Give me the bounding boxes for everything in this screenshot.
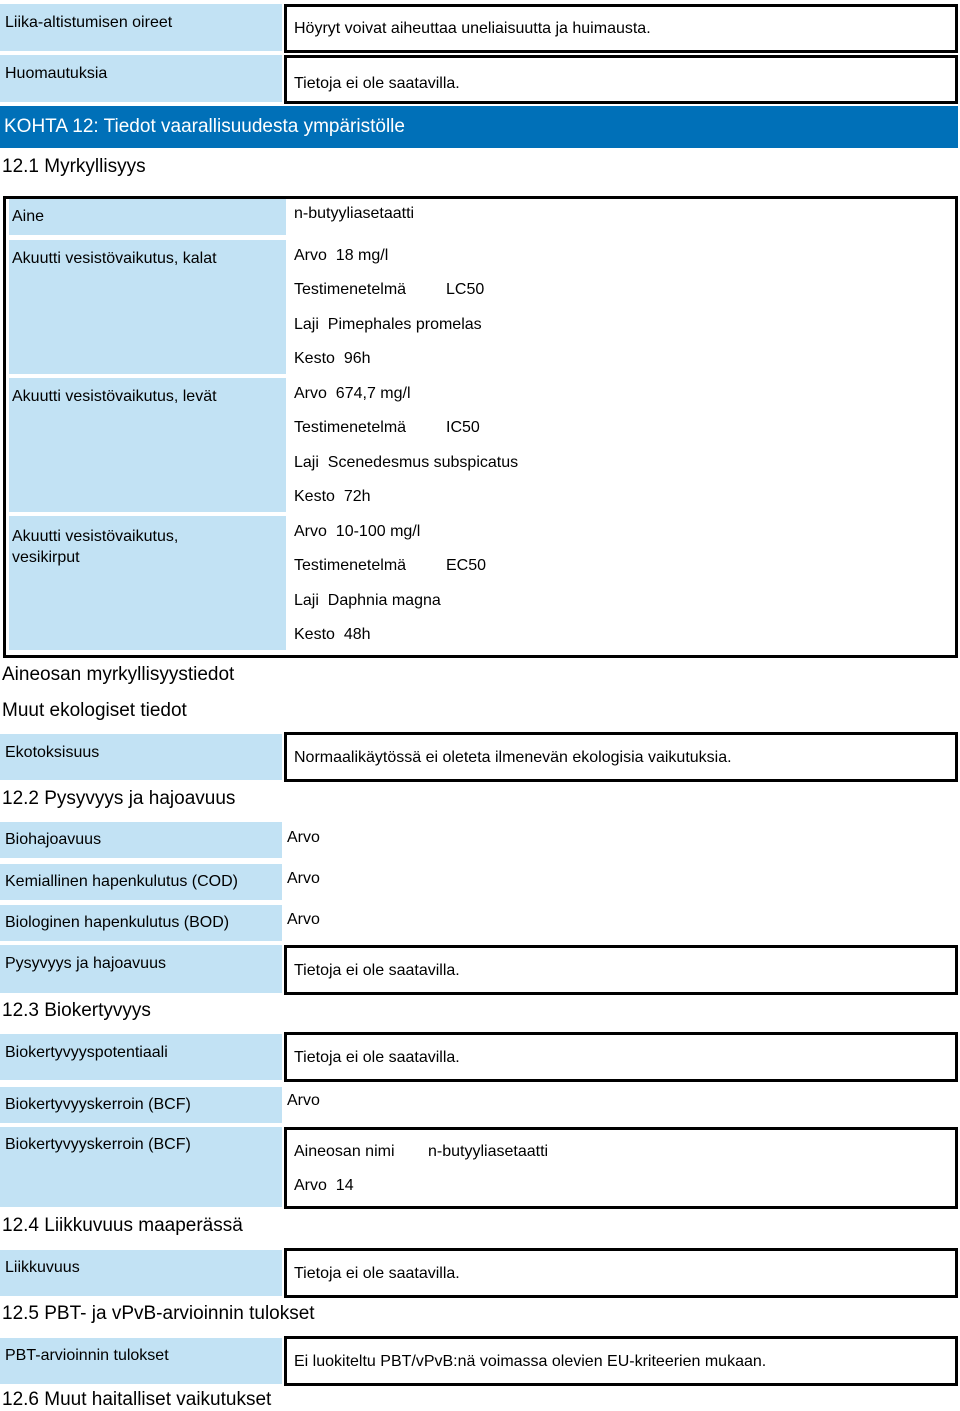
daphnia-species: Laji Daphnia magna <box>294 592 441 609</box>
other-eco-heading: Muut ekologiset tiedot <box>2 700 187 721</box>
algae-method-value: IC50 <box>446 419 480 436</box>
remarks-label-cell <box>0 55 282 102</box>
bcf2-value: Arvo 14 <box>294 1177 354 1194</box>
mobility-value: Tietoja ei ole saatavilla. <box>294 1265 460 1282</box>
substance-label-cell <box>9 199 286 235</box>
bod-label: Biologinen hapenkulutus (BOD) <box>5 914 230 931</box>
ecotox-label: Ekotoksisuus <box>5 744 100 761</box>
remarks-label: Huomautuksia <box>5 65 108 82</box>
fish-label: Akuutti vesistövaikutus, kalat <box>12 250 217 267</box>
exposure-label-cell <box>0 4 282 51</box>
toxicity-heading: 12.1 Myrkyllisyys <box>2 156 146 177</box>
bio-potential-label: Biokertyvyyspotentiaali <box>5 1044 168 1061</box>
bod-label-cell <box>0 905 282 941</box>
biodeg-label-cell <box>0 822 282 858</box>
fish-value: Arvo 18 mg/l <box>294 247 389 264</box>
persist-value: Tietoja ei ole saatavilla. <box>294 962 460 979</box>
bcf1-label: Biokertyvyyskerroin (BCF) <box>5 1096 191 1113</box>
cod-value: Arvo <box>287 870 320 887</box>
ecotox-label-cell <box>0 734 282 780</box>
bod-value: Arvo <box>287 911 320 928</box>
cod-label: Kemiallinen hapenkulutus (COD) <box>5 873 238 890</box>
section-12-title: KOHTA 12: Tiedot vaarallisuudesta ympäristölle <box>4 116 405 137</box>
daphnia-label-line2: vesikirput <box>12 549 80 566</box>
bcf2-label-cell <box>0 1127 282 1207</box>
pbt-heading: 12.5 PBT- ja vPvB-arvioinnin tulokset <box>2 1303 315 1324</box>
daphnia-label-line1: Akuutti vesistövaikutus, <box>12 528 179 545</box>
daphnia-method-label: Testimenetelmä <box>294 557 407 574</box>
component-name-value: n-butyyliasetaatti <box>428 1143 549 1160</box>
remarks-value-box <box>284 55 958 104</box>
bcf2-label: Biokertyvyyskerroin (BCF) <box>5 1136 191 1153</box>
component-name-label: Aineosan nimi <box>294 1143 395 1160</box>
other-effects-heading: 12.6 Muut haitalliset vaikutukset <box>2 1389 272 1410</box>
bioaccumulation-heading: 12.3 Biokertyvyys <box>2 1000 151 1021</box>
daphnia-duration: Kesto 48h <box>294 626 371 643</box>
component-toxicity-heading: Aineosan myrkyllisyystiedot <box>2 664 235 685</box>
cod-label-cell <box>0 864 282 900</box>
daphnia-method-value: EC50 <box>446 557 487 574</box>
ecotox-value-box <box>284 732 958 782</box>
pbt-value-box <box>284 1336 958 1386</box>
exposure-value: Höyryt voivat aiheuttaa uneliaisuutta ja huimausta. <box>294 19 651 37</box>
mobility-value-box <box>284 1248 958 1298</box>
persist-label: Pysyvyys ja hajoavuus <box>5 955 166 972</box>
fish-label-cell <box>9 240 286 374</box>
persist-value-box <box>284 945 958 995</box>
algae-value: Arvo 674,7 mg/l <box>294 385 411 402</box>
remarks-value: Tietoja ei ole saatavilla. <box>294 75 460 92</box>
pbt-label-cell <box>0 1338 282 1384</box>
exposure-value-box <box>284 4 958 53</box>
biodeg-label: Biohajoavuus <box>5 831 102 848</box>
persist-label-cell <box>0 945 282 993</box>
bcf1-value: Arvo <box>287 1092 320 1109</box>
algae-duration: Kesto 72h <box>294 488 371 505</box>
algae-species: Laji Scenedesmus subspicatus <box>294 454 519 471</box>
mobility-label-cell <box>0 1250 282 1296</box>
substance-label: Aine <box>12 208 45 225</box>
fish-duration: Kesto 96h <box>294 350 371 367</box>
mobility-heading: 12.4 Liikkuvuus maaperässä <box>2 1215 243 1236</box>
biodeg-value: Arvo <box>287 829 320 846</box>
algae-label: Akuutti vesistövaikutus, levät <box>12 388 217 405</box>
fish-method-value: LC50 <box>446 281 485 298</box>
section-12-header <box>0 106 958 148</box>
ecotox-value: Normaalikäytössä ei oleteta ilmenevän ekologisia vaikutuksia. <box>294 749 732 766</box>
fish-method-label: Testimenetelmä <box>294 281 407 298</box>
fish-species: Laji Pimephales promelas <box>294 316 482 333</box>
algae-label-cell <box>9 378 286 512</box>
substance-value: n-butyyliasetaatti <box>294 205 415 222</box>
persistence-heading: 12.2 Pysyvyys ja hajoavuus <box>2 788 236 809</box>
bcf2-value-box <box>284 1127 958 1209</box>
daphnia-value: Arvo 10-100 mg/l <box>294 523 421 540</box>
algae-method-label: Testimenetelmä <box>294 419 407 436</box>
mobility-label: Liikkuvuus <box>5 1259 80 1276</box>
bio-potential-label-cell <box>0 1034 282 1080</box>
pbt-value: Ei luokiteltu PBT/vPvB:nä voimassa olevien EU-kriteerien mukaan. <box>294 1353 767 1370</box>
daphnia-label-cell <box>9 516 286 650</box>
pbt-label: PBT-arvioinnin tulokset <box>5 1347 169 1364</box>
bcf1-label-cell <box>0 1087 282 1123</box>
bio-potential-value-box <box>284 1032 958 1082</box>
exposure-label: Liika-altistumisen oireet <box>5 14 173 31</box>
bio-potential-value: Tietoja ei ole saatavilla. <box>294 1049 460 1066</box>
